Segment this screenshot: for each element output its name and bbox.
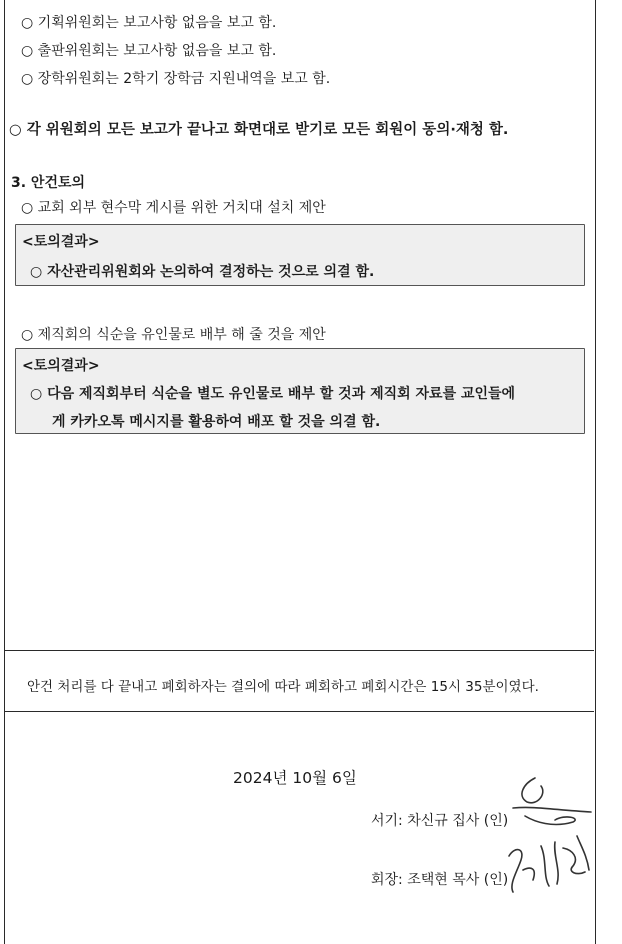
closing-statement: 안건 처리를 다 끝내고 폐회하자는 결의에 따라 폐회하고 폐회시간은 15시 35분이였다. <box>27 679 539 695</box>
secretary-line: 서기: 차신규 집사 (인) <box>371 813 509 829</box>
divider-bottom <box>5 711 594 712</box>
proposal-1: ○ 교회 외부 현수막 게시를 위한 거치대 설치 제안 <box>21 200 326 216</box>
chairman-signature <box>503 826 595 906</box>
meeting-date: 2024년 10월 6일 <box>233 769 357 787</box>
chairman-line: 회장: 조택현 목사 (인) <box>371 872 509 888</box>
result-text-2a: ○ 다음 제직회부터 식순을 별도 유인물로 배부 할 것과 제직회 자료를 교인들에 <box>30 386 516 402</box>
discussion-result-box-1 <box>15 224 585 286</box>
report-scholarship: ○ 장학위원회는 2학기 장학금 지원내역을 보고 함. <box>21 71 331 87</box>
minutes-page <box>4 0 596 944</box>
result-text-2b: 게 카카오톡 메시지를 활용하여 배포 할 것을 의결 함. <box>52 414 381 430</box>
proposal-2: ○ 제직회의 식순을 유인물로 배부 해 줄 것을 제안 <box>21 327 326 343</box>
discussion-result-box-2 <box>15 348 585 434</box>
result-title-2: <토의결과> <box>22 358 100 374</box>
section-title: 3. 안건토의 <box>11 175 86 191</box>
report-planning: ○ 기획위원회는 보고사항 없음을 보고 함. <box>21 15 277 31</box>
result-title-1: <토의결과> <box>22 234 100 250</box>
result-text-1: ○ 자산관리위원회와 논의하여 결정하는 것으로 의결 함. <box>30 264 375 280</box>
divider-top <box>5 650 594 651</box>
report-publishing: ○ 출판위원회는 보고사항 없음을 보고 함. <box>21 43 277 59</box>
approval-statement: ○ 각 위원회의 모든 보고가 끝나고 화면대로 받기로 모든 회원이 동의·재청 함. <box>9 122 509 138</box>
